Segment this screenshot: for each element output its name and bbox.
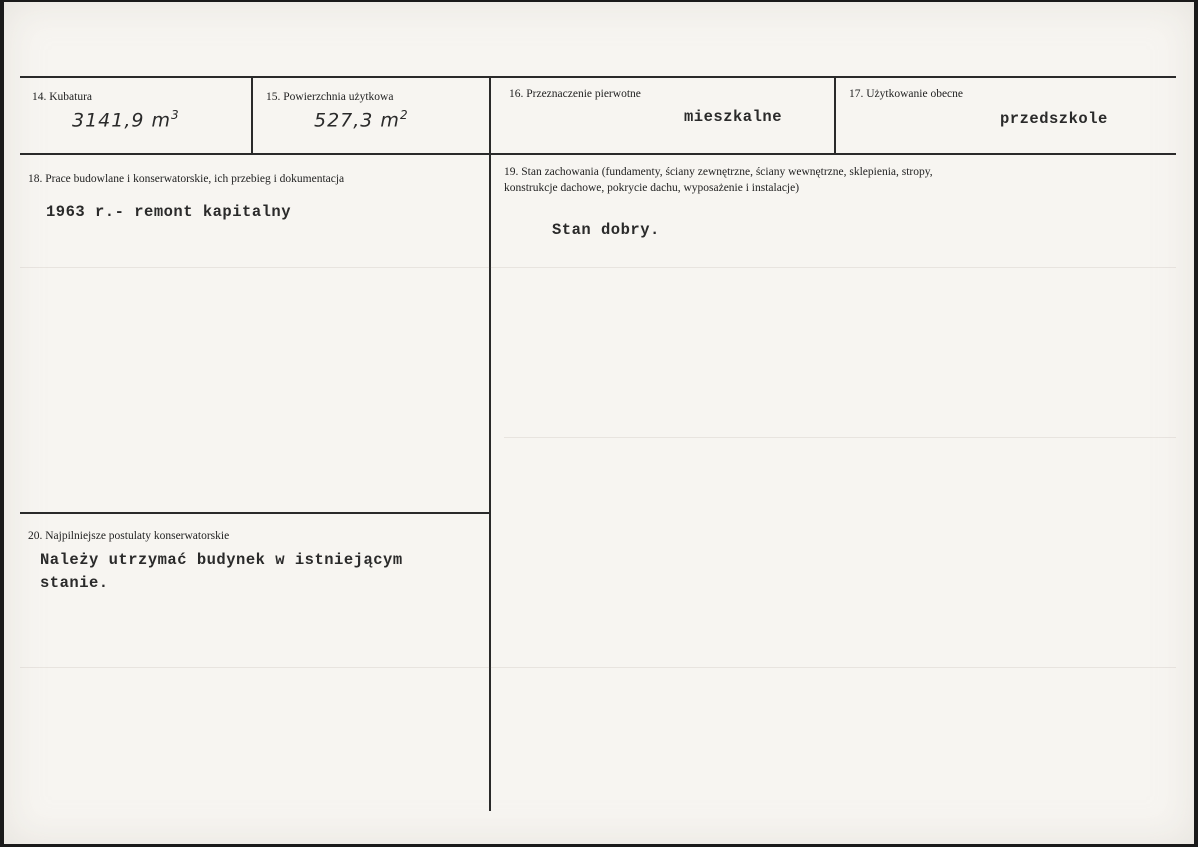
field-19-value: Stan dobry. (552, 221, 660, 239)
field-20-value-line1: Należy utrzymać budynek w istniejącym (40, 551, 403, 569)
row-rule (20, 153, 1176, 155)
field-14-number: 3141,9 m (72, 109, 172, 132)
field-20-label: 20. Najpilniejsze postulaty konserwatorskie (28, 530, 230, 542)
col-divider-3 (834, 78, 836, 153)
field-20-value-line2: stanie. (40, 574, 109, 592)
field-19-label-line1: 19. Stan zachowania (fundamenty, ściany zewnętrzne, ściany wewnętrzne, sklepienia, stropy, (504, 166, 933, 178)
field-16-value: mieszkalne (684, 108, 783, 126)
field-14-label: 14. Kubatura (32, 91, 93, 103)
field-15-value (314, 108, 409, 131)
document-sheet (4, 2, 1194, 844)
field-17-value: przedszkole (1000, 110, 1108, 128)
field-18-label: 18. Prace budowlane i konserwatorskie, ich przebieg i dokumentacja (28, 173, 345, 185)
field-17-label: 17. Użytkowanie obecne (849, 88, 964, 100)
top-rule (20, 76, 1176, 78)
col-divider-1 (251, 78, 253, 153)
field-14-unit-exponent: 3 (171, 108, 180, 122)
field-15-number: 527,3 m (314, 109, 400, 132)
field-14-value (72, 108, 180, 131)
field-19-label-line2: konstrukcje dachowe, pokrycie dachu, wyposażenie i instalacje) (504, 182, 800, 194)
field-16-label: 16. Przeznaczenie pierwotne (509, 88, 641, 100)
field-15-unit-exponent: 2 (399, 108, 409, 122)
field-18-value: 1963 r.- remont kapitalny (46, 203, 292, 221)
section-rule (20, 512, 490, 514)
col-divider-2 (489, 78, 491, 811)
field-15-label: 15. Powierzchnia użytkowa (266, 91, 394, 103)
